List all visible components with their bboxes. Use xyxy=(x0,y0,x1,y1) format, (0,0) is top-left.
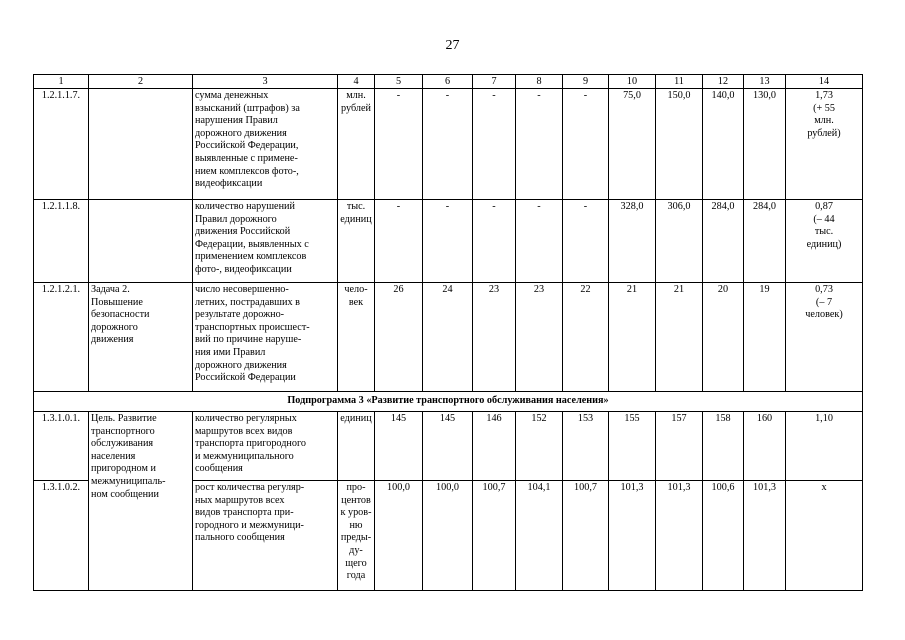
value-cell: 306,0 xyxy=(656,200,703,283)
value-cell: 155 xyxy=(609,412,656,481)
value-cell: 21 xyxy=(609,283,656,392)
value-cell: 101,3 xyxy=(656,481,703,591)
row-goal: Цель. Развитие транспортного обслуживания населения пригородном и межмуниципаль- ном сообщении xyxy=(89,412,193,591)
row-goal: Задача 2. Повышение безопасности дорожного движения xyxy=(89,283,193,392)
value-cell: 0,73 (– 7 человек) xyxy=(786,283,863,392)
value-cell: - xyxy=(516,200,563,283)
subprogram-title: Подпрограмма 3 «Развитие транспортного обслуживания населения» xyxy=(34,392,863,412)
value-cell: 145 xyxy=(423,412,473,481)
value-cell: 160 xyxy=(744,412,786,481)
value-cell: 158 xyxy=(703,412,744,481)
row-indicator: число несовершенно- летних, пострадавших в результате дорожно- транспортных происшест- вий по причине наруше- ния ими Правил дорожного движения Российской Федерации xyxy=(193,283,338,392)
header-cell: 6 xyxy=(423,75,473,89)
value-cell: 1,10 xyxy=(786,412,863,481)
header-cell: 12 xyxy=(703,75,744,89)
header-cell: 14 xyxy=(786,75,863,89)
value-cell: 104,1 xyxy=(516,481,563,591)
row-goal xyxy=(89,200,193,283)
row-code: 1.2.1.2.1. xyxy=(34,283,89,392)
value-cell: - xyxy=(516,89,563,200)
indicators-table xyxy=(33,74,863,591)
value-cell: 150,0 xyxy=(656,89,703,200)
header-cell: 1 xyxy=(34,75,89,89)
header-cell: 9 xyxy=(563,75,609,89)
value-cell: - xyxy=(423,89,473,200)
header-cell: 4 xyxy=(338,75,375,89)
header-cell: 11 xyxy=(656,75,703,89)
value-cell: 153 xyxy=(563,412,609,481)
value-cell: - xyxy=(473,89,516,200)
value-cell: 26 xyxy=(375,283,423,392)
value-cell: 284,0 xyxy=(744,200,786,283)
row-code: 1.3.1.0.1. xyxy=(34,412,89,481)
value-cell: 23 xyxy=(473,283,516,392)
value-cell: 140,0 xyxy=(703,89,744,200)
row-code: 1.2.1.1.8. xyxy=(34,200,89,283)
value-cell: х xyxy=(786,481,863,591)
value-cell: 21 xyxy=(656,283,703,392)
value-cell: 146 xyxy=(473,412,516,481)
value-cell: - xyxy=(375,89,423,200)
row-indicator: рост количества регуляр- ных маршрутов всех видов транспорта при- городного и межмуници- пального сообщения xyxy=(193,481,338,591)
value-cell: 100,6 xyxy=(703,481,744,591)
header-cell: 2 xyxy=(89,75,193,89)
value-cell: 22 xyxy=(563,283,609,392)
row-code: 1.2.1.1.7. xyxy=(34,89,89,200)
value-cell: 20 xyxy=(703,283,744,392)
value-cell: 19 xyxy=(744,283,786,392)
value-cell: 1,73 (+ 55 млн. рублей) xyxy=(786,89,863,200)
header-cell: 13 xyxy=(744,75,786,89)
value-cell: 101,3 xyxy=(744,481,786,591)
value-cell: 145 xyxy=(375,412,423,481)
value-cell: - xyxy=(563,89,609,200)
row-indicator: количество регулярных маршрутов всех видов транспорта пригородного и межмуниципального сообщения xyxy=(193,412,338,481)
row-code: 1.3.1.0.2. xyxy=(34,481,89,591)
value-cell: 157 xyxy=(656,412,703,481)
header-cell: 8 xyxy=(516,75,563,89)
table-row xyxy=(34,200,863,283)
table-row xyxy=(34,412,863,481)
value-cell: 0,87 (– 44 тыс. единиц) xyxy=(786,200,863,283)
row-indicator: количество нарушений Правил дорожного движения Российской Федерации, выявленных с применением комплексов фото-, видеофиксации xyxy=(193,200,338,283)
value-cell: 100,7 xyxy=(473,481,516,591)
value-cell: 130,0 xyxy=(744,89,786,200)
row-unit: единиц xyxy=(338,412,375,481)
header-row xyxy=(34,75,863,89)
subprogram-row xyxy=(34,392,863,412)
value-cell: 24 xyxy=(423,283,473,392)
row-indicator: сумма денежных взысканий (штрафов) за нарушения Правил дорожного движения Российской Федерации, выявленные с примене- нием комплексов фото-, видеофиксации xyxy=(193,89,338,200)
value-cell: 284,0 xyxy=(703,200,744,283)
value-cell: - xyxy=(563,200,609,283)
table-row xyxy=(34,89,863,200)
row-unit: млн. рублей xyxy=(338,89,375,200)
row-unit: тыс. единиц xyxy=(338,200,375,283)
header-cell: 5 xyxy=(375,75,423,89)
value-cell: 75,0 xyxy=(609,89,656,200)
header-cell: 3 xyxy=(193,75,338,89)
table-row xyxy=(34,283,863,392)
value-cell: - xyxy=(375,200,423,283)
page-number: 27 xyxy=(445,38,460,53)
row-unit: про- центов к уров- ню преды- ду- щего года xyxy=(338,481,375,591)
value-cell: 100,0 xyxy=(375,481,423,591)
header-cell: 7 xyxy=(473,75,516,89)
value-cell: 328,0 xyxy=(609,200,656,283)
value-cell: 100,0 xyxy=(423,481,473,591)
value-cell: - xyxy=(423,200,473,283)
value-cell: - xyxy=(473,200,516,283)
value-cell: 23 xyxy=(516,283,563,392)
value-cell: 152 xyxy=(516,412,563,481)
value-cell: 101,3 xyxy=(609,481,656,591)
row-unit: чело- век xyxy=(338,283,375,392)
row-goal xyxy=(89,89,193,200)
value-cell: 100,7 xyxy=(563,481,609,591)
header-cell: 10 xyxy=(609,75,656,89)
